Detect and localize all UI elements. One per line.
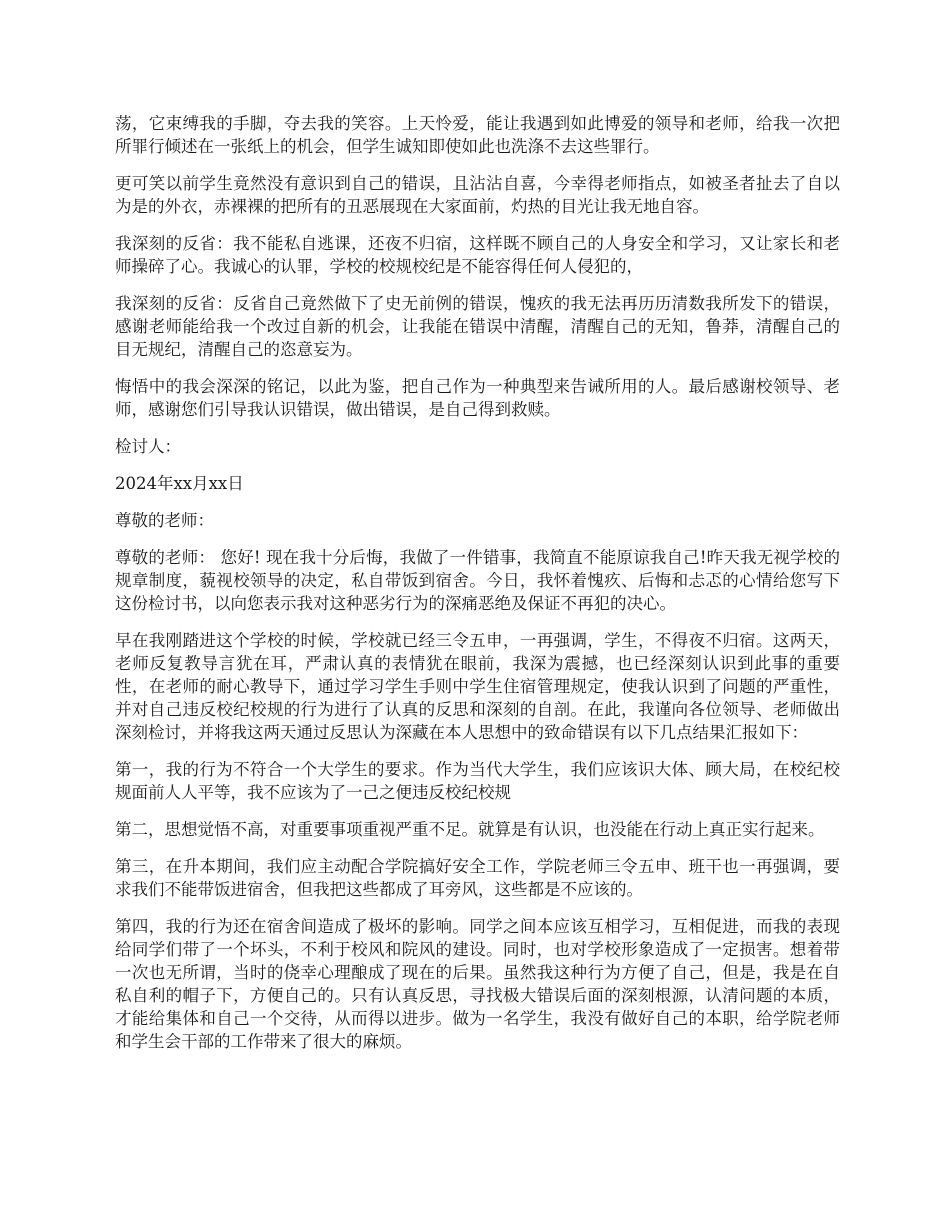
point-fourth: 第四，我的行为还在宿舍间造成了极坏的影响。同学之间本应该互相学习，互相促进，而我的表现给同学们带了一个坏头，不利于校风和院风的建设。同时，也对学校形象造成了一定损害。想着带一次也无所谓，当时的侥幸心理酿成了现在的后果。虽然我这种行为方便了自己，但是，我是在自私自利的帽子下，方便自己的。只有认真反思，寻找极大错误后面的深刻根源，认清问题的本质，才能给集体和自己一个交待，从而得以进步。做为一名学生，我没有做好自己的本职，给学院老师和学生会干部的工作带来了很大的麻烦。 (115, 917, 840, 1051)
paragraph-4: 我深刻的反省：反省自己竟然做下了史无前例的错误，愧疚的我无法再历历清数我所发下的错误，感谢老师能给我一个改过自新的机会，让我能在错误中清醒，清醒自己的无知，鲁莽，清醒自己的目无规纪，清醒自己的恣意妄为。 (115, 294, 840, 359)
point-second: 第二，思想觉悟不高，对重要事项重视严重不足。就算是有认识，也没能在行动上真正实行起来。 (115, 820, 825, 839)
paragraph-1: 荡，它束缚我的手脚，夺去我的笑容。上天怜爱，能让我遇到如此博爱的领导和老师，给我一次把所罪行倾述在一张纸上的机会，但学生诚知即使如此也洗涤不去这些罪行。 (115, 114, 840, 156)
signature-label: 检讨人： (115, 437, 181, 456)
document-body (115, 112, 840, 1067)
paragraph-2: 更可笑以前学生竟然没有意识到自己的错误，且沾沾自喜，今幸得老师指点，如被圣者扯去了自以为是的外衣，赤裸裸的把所有的丑恶展现在大家面前，灼热的目光让我无地自容。 (115, 174, 840, 216)
salutation: 尊敬的老师： (115, 511, 214, 530)
paragraph-9: 尊敬的老师： 您好! 现在我十分后悔，我做了一件错事，我简直不能原谅我自己!昨天我无视学校的规章制度，藐视校领导的决定，私自带饭到宿舍。今日，我怀着愧疚、后悔和忐忑的心情给您写下这份检讨书，以向您表示我对这种恶劣行为的深痛恶绝及保证不再犯的决心。 (115, 548, 840, 613)
paragraph-5: 悔悟中的我会深深的铭记，以此为鉴，把自己作为一种典型来告诫所用的人。最后感谢校领导、老师，感谢您们引导我认识错误，做出错误，是自己得到救赎。 (115, 377, 840, 419)
paragraph-3: 我深刻的反省：我不能私自逃课，还夜不归宿，这样既不顾自己的人身安全和学习，又让家长和老师操碎了心。我诚心的认罪，学校的校规校纪是不能容得任何人侵犯的， (115, 234, 840, 276)
point-first: 第一，我的行为不符合一个大学生的要求。作为当代大学生，我们应该识大体、顾大局，在校纪校规面前人人平等，我不应该为了一己之便违反校纪校规 (115, 760, 840, 802)
paragraph-10: 早在我刚踏进这个学校的时候，学校就已经三令五申，一再强调，学生，不得夜不归宿。这两天，老师反复教导言犹在耳，严肃认真的表情犹在眼前，我深为震撼，也已经深刻认识到此事的重要性，在老师的耐心教导下，通过学习学生手则中学生住宿管理规定，使我认识到了问题的严重性，并对自己违反校纪校规的行为进行了认真的反思和深刻的自剖。在此，我谨向各位领导、老师做出深刻检讨，并将我这两天通过反思认为深藏在本人思想中的致命错误有以下几点结果汇报如下： (115, 631, 840, 742)
date-line: 2024年xx月xx日 (115, 474, 244, 493)
point-third: 第三，在升本期间，我们应主动配合学院搞好安全工作，学院老师三令五申、班干也一再强调，要求我们不能带饭进宿舍，但我把这些都成了耳旁风，这些都是不应该的。 (115, 857, 840, 899)
